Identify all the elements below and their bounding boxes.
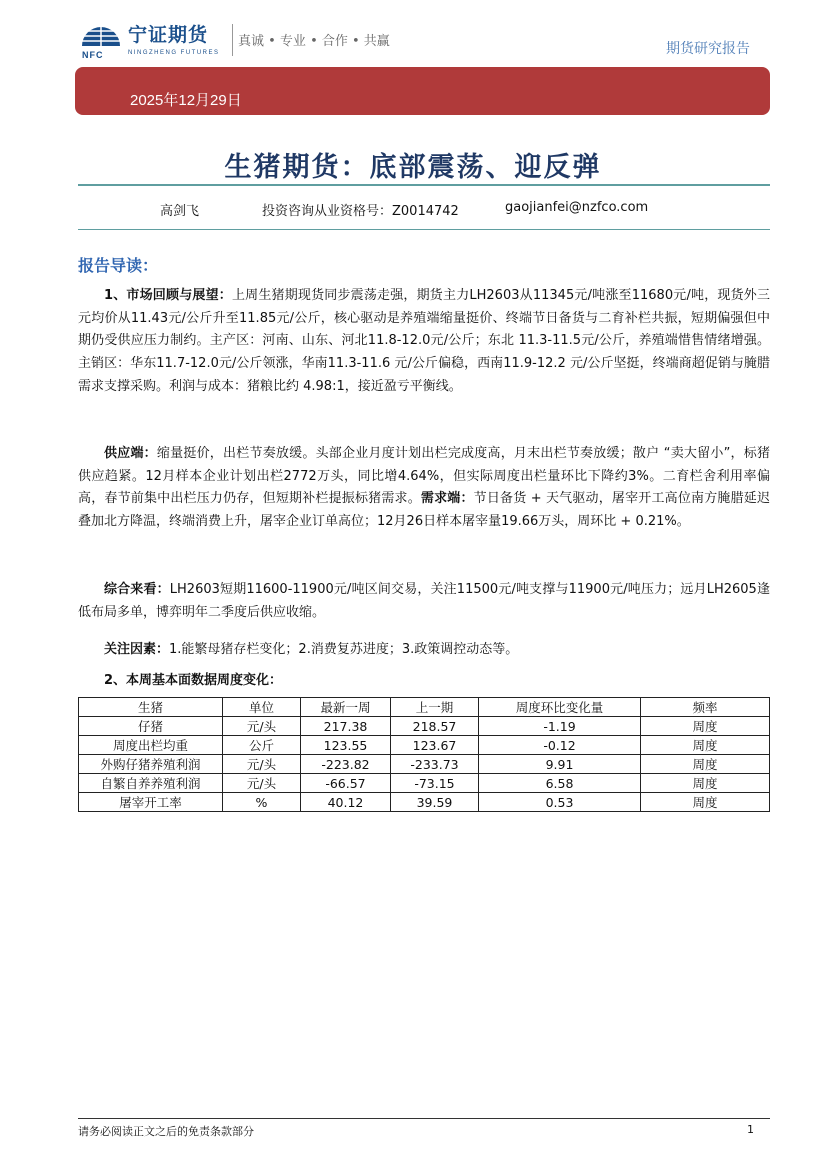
table-cell: 123.67 [391, 736, 479, 755]
table-cell: 218.57 [391, 717, 479, 736]
table-cell: 公斤 [223, 736, 301, 755]
divider [78, 229, 770, 230]
table-cell: -73.15 [391, 774, 479, 793]
table-cell: 仔猪 [79, 717, 223, 736]
column-header: 频率 [641, 698, 770, 717]
author-email[interactable]: gaojianfei@nzfco.com [505, 200, 649, 215]
column-header: 单位 [223, 698, 301, 717]
author-license: 投资咨询从业资格号：Z0014742 [262, 204, 459, 219]
lead: 关注因素： [104, 642, 170, 657]
table-cell: % [223, 793, 301, 812]
paragraph-market-review [78, 285, 770, 399]
page-number: 1 [747, 1123, 754, 1136]
column-header: 周度环比变化量 [479, 698, 641, 717]
table-heading: 2、本周基本面数据周度变化： [104, 673, 283, 688]
table-cell: -1.19 [479, 717, 641, 736]
report-type: 期货研究报告 [666, 41, 750, 57]
table-cell: 周度 [641, 736, 770, 755]
lead: 综合来看： [104, 582, 170, 597]
weekly-data-table [78, 697, 770, 812]
table-cell: -0.12 [479, 736, 641, 755]
table-cell: -223.82 [301, 755, 391, 774]
table-cell: 217.38 [301, 717, 391, 736]
table-row [79, 736, 770, 755]
paragraph-summary [78, 579, 770, 624]
table-cell: 周度 [641, 793, 770, 812]
table-cell: 123.55 [301, 736, 391, 755]
table-cell: 元/头 [223, 717, 301, 736]
table-cell: 元/头 [223, 774, 301, 793]
report-date: 2025年12月29日 [130, 92, 242, 109]
body: LH2603短期11600-11900元/吨区间交易，关注11500元/吨支撑与11900元/吨压力；远月LH2605逢低布局多单，博弈明年二季度后供应收缩。 [78, 582, 770, 620]
lead: 需求端： [420, 491, 474, 507]
table-cell: 周度 [641, 717, 770, 736]
footer-disclaimer: 请务必阅读正文之后的免责条款部分 [78, 1125, 254, 1138]
table-cell: 周度 [641, 774, 770, 793]
table-row [79, 793, 770, 812]
table-cell: 40.12 [301, 793, 391, 812]
table-row [79, 717, 770, 736]
logo-divider [232, 24, 233, 56]
lead: 供应端： [104, 446, 157, 461]
body: 1.能繁母猪存栏变化；2.消费复苏进度；3.政策调控动态等。 [169, 642, 519, 657]
logo-name: 宁证期货 [128, 24, 209, 46]
table-cell: 自繁自养养殖利润 [79, 774, 223, 793]
page-title: 生猪期货：底部震荡、迎反弹 [224, 152, 602, 183]
lead: 1、市场回顾与展望： [104, 288, 232, 303]
table-cell: 外购仔猪养殖利润 [79, 755, 223, 774]
table-cell: -66.57 [301, 774, 391, 793]
section-heading: 报告导读： [78, 256, 159, 275]
table-cell: 0.53 [479, 793, 641, 812]
column-header: 生猪 [79, 698, 223, 717]
paragraph-factors [78, 639, 770, 662]
table-cell: 周度 [641, 755, 770, 774]
paragraph-supply-demand [78, 443, 770, 534]
logo-english: NINGZHENG FUTURES [128, 50, 220, 56]
table-cell: -233.73 [391, 755, 479, 774]
body: 上周生猪期现货同步震荡走强，期货主力LH2603从11345元/吨涨至11680元/吨，现货外三元均价从11.43元/公斤升至11.85元/公斤，核心驱动是养殖端缩量挺价、终端节日备货与二育补栏共振，短期偏强但中期仍受供应压力制约。主产区：河南、山东、河北11.8-12.0元/公斤；东北 11.3-11.5元/公斤，养殖端惜售情绪增强。主销区：华东11.7-12.0元/公斤领涨，华南11.3-11.6 元/公斤偏稳，西南11.9-12.2 元/公斤坚挺，终端商超促销与腌腊需求支撑采购。利润与成本：猪粮比约 4.98:1，接近盈亏平衡线。 [78, 288, 770, 394]
column-header: 上一期 [391, 698, 479, 717]
body: 缩量挺价，出栏节奏放缓。头部企业月度计划出栏完成度高，月末出栏节奏放缓；散户 “卖大留小”，标猪供应趋紧。12月样本企业计划出栏2772万头，同比增4.64%，但实际周度出栏量环比下降约3%。二育栏舍利用率偏高，春节前集中出栏压力仍存，但短期补栏提振标猪需求。 [78, 446, 770, 507]
body: 节日备货 + 天气驱动，屠宰开工高位南方腌腊延迟叠加北方降温，终端消费上升，屠宰企业订单高位；12月26日样本屠宰量19.66万头，周环比 + 0.21%。 [78, 491, 770, 530]
table-cell: 周度出栏均重 [79, 736, 223, 755]
table-row [79, 774, 770, 793]
column-header: 最新一周 [301, 698, 391, 717]
table-cell: 6.58 [479, 774, 641, 793]
divider [78, 184, 770, 186]
nfc-globe-icon [80, 20, 122, 48]
table-cell: 元/头 [223, 755, 301, 774]
logo-abbr: NFC [82, 50, 104, 60]
company-logo [80, 20, 420, 60]
author-name: 高剑飞 [160, 204, 200, 219]
table-cell: 屠宰开工率 [79, 793, 223, 812]
footer-divider [78, 1118, 770, 1119]
table-cell: 39.59 [391, 793, 479, 812]
table-header-row [79, 698, 770, 717]
slogan: 真诚 • 专业 • 合作 • 共赢 [238, 34, 390, 49]
table-row [79, 755, 770, 774]
table-cell: 9.91 [479, 755, 641, 774]
